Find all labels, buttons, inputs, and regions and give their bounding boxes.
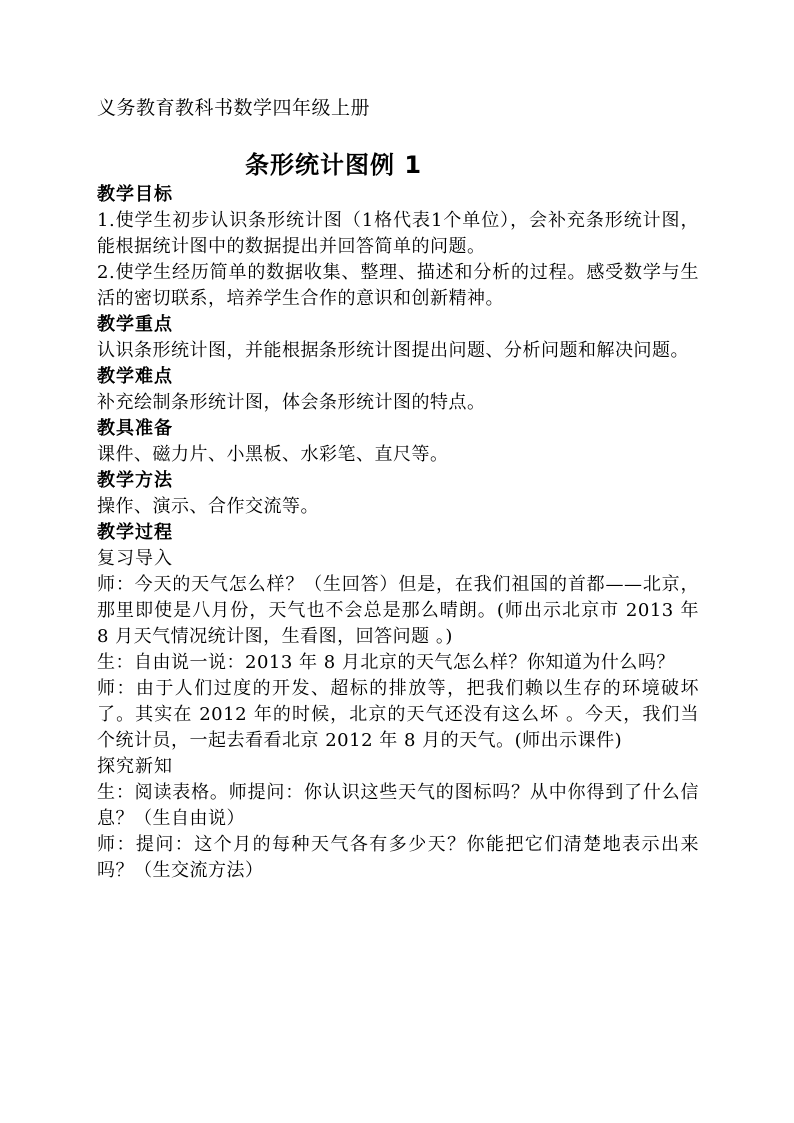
objective-item-2: 2.使学生经历简单的数据收集、整理、描述和分析的过程。感受数学与生活的密切联系，培养学生合作的意识和创新精神。 bbox=[97, 262, 699, 309]
review-paragraph-3: 师：由于人们过度的开发、超标的排放等，把我们赖以生存的环境破坏了。其实在 2012 年的时候，北京的天气还没有这么坏 。今天，我们当个统计员，一起去看看北京 2012 年 8 月的天气。(师出示课件) bbox=[97, 678, 699, 751]
heading-methods: 教学方法 bbox=[97, 470, 173, 491]
subheading-explore: 探究新知 bbox=[97, 756, 173, 777]
subheading-review: 复习导入 bbox=[97, 548, 173, 569]
key-points-text: 认识条形统计图，并能根据条形统计图提出问题、分析问题和解决问题。 bbox=[97, 340, 689, 361]
materials-text: 课件、磁力片、小黑板、水彩笔、直尺等。 bbox=[97, 444, 449, 465]
heading-key-points: 教学重点 bbox=[97, 314, 173, 335]
heading-objectives: 教学目标 bbox=[97, 184, 173, 205]
review-paragraph-2: 生：自由说一说：2013 年 8 月北京的天气怎么样？你知道为什么吗？ bbox=[97, 652, 675, 673]
explore-paragraph-2: 师：提问：这个月的每种天气各有多少天？你能把它们清楚地表示出来吗？（生交流方法） bbox=[97, 834, 699, 881]
heading-materials: 教具准备 bbox=[97, 418, 173, 439]
heading-difficulties: 教学难点 bbox=[97, 366, 173, 387]
textbook-series-line: 义务教育教科书数学四年级上册 bbox=[97, 97, 371, 119]
document-page bbox=[97, 95, 699, 884]
explore-paragraph-1: 生：阅读表格。师提问：你认识这些天气的图标吗？从中你得到了什么信息？（生自由说） bbox=[97, 782, 699, 829]
methods-text: 操作、演示、合作交流等。 bbox=[97, 496, 319, 517]
difficulties-text: 补充绘制条形统计图，体会条形统计图的特点。 bbox=[97, 392, 486, 413]
heading-process: 教学过程 bbox=[97, 522, 173, 543]
objective-item-1: 1.使学生初步认识条形统计图（1格代表1个单位），会补充条形统计图，能根据统计图中的数据提出并回答简单的问题。 bbox=[97, 210, 699, 257]
review-paragraph-1: 师：今天的天气怎么样？（生回答）但是，在我们祖国的首都——北京，那里即使是八月份，天气也不会总是那么晴朗。(师出示北京市 2013 年 8 月天气情况统计图，生看图，回答问题 。) bbox=[97, 574, 699, 647]
document-title: 条形统计图例 1 bbox=[245, 151, 423, 179]
